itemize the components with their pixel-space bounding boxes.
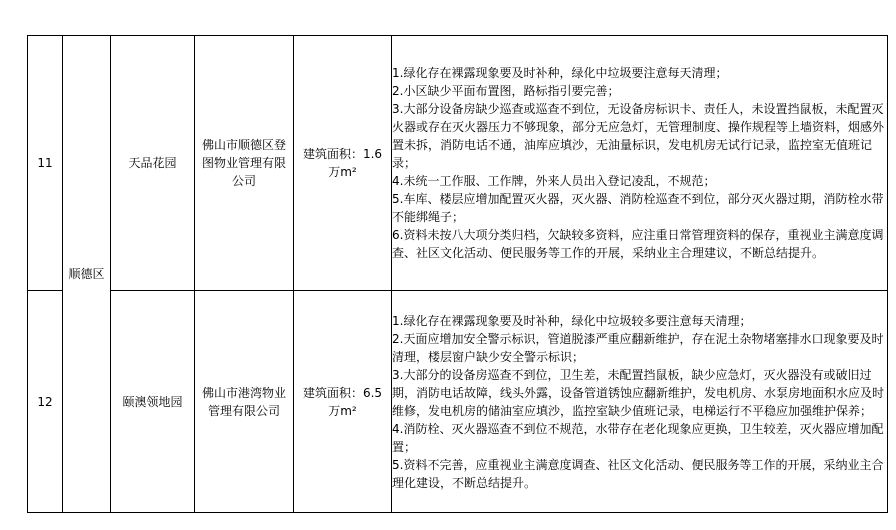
inspection-table [27, 35, 888, 513]
building-area [294, 36, 392, 291]
building-area-text: 建筑面积：1.6万m² [302, 147, 383, 179]
issue-item: 3.大部分设备房缺少巡查或巡查不到位，无设备房标识卡、责任人，未设置挡鼠板，未配置灭火器或存在灭火器压力不够现象，部分无应急灯，无管理制度、操作规程等上墙资料，烟感外置未拆，消防电话不通，油库应填沙，无油量标识，发电机房无试行记录，监控室无值班记录； [392, 102, 885, 170]
issue-item: 1.绿化存在裸露现象要及时补种，绿化中垃圾较多要注意每天清理； [392, 313, 752, 328]
issue-item: 5.车库、楼层应增加配置灭火器，灭火器、消防栓巡查不到位，部分灭火器过期，消防栓水带不能绑绳子； [392, 192, 884, 224]
issue-item: 4.未统一工作服、工作牌，外来人员出入登记凌乱，不规范； [392, 174, 716, 188]
property-company [195, 291, 294, 513]
community-name [111, 36, 195, 291]
issue-item: 3.大部分的设备房巡查不到位，卫生差，未配置挡鼠板，缺少应急灯，灭火器没有或破旧过期，消防电话故障，线头外露，设备管道锈蚀应翻新维护，发电机房、水泵房地面积水应及时维修，发电机房的储油室应填沙，监控室缺少值班记录，电梯运行不平稳应加强维护保养； [392, 367, 885, 418]
property-company-text: 佛山市港湾物业管理有限公司 [201, 385, 286, 418]
issue-item: 1.绿化存在裸露现象要及时补种，绿化中垃圾要注意每天清理； [392, 66, 728, 80]
district-cell [63, 36, 111, 513]
table-row [28, 291, 888, 513]
issue-item: 2.小区缺少平面布置图，路标指引要完善； [392, 84, 620, 98]
issue-item: 2.天面应增加安全警示标识，管道脱漆严重应翻新维护，存在泥土杂物堵塞排水口现象要及时清理，楼层窗户缺少安全警示标识； [392, 331, 884, 364]
building-area [294, 291, 392, 513]
issue-item: 4.消防栓、灭火器巡查不到位不规范，水带存在老化现象应更换，卫生较差，灭火器应增加配置； [392, 421, 884, 454]
district-label: 顺德区 [68, 267, 105, 281]
table-row [28, 36, 888, 291]
row-number: 11 [28, 36, 63, 291]
property-company [195, 36, 294, 291]
issues-list [392, 291, 888, 513]
issue-item: 6.资料未按八大项分类归档，欠缺较多资料，应注重日常管理资料的保存，重视业主满意度调查、社区文化活动、便民服务等工作的开展，采纳业主合理建议，不断总结提升。 [392, 228, 884, 260]
community-name-text: 天品花园 [128, 156, 177, 170]
property-company-text: 佛山市顺德区登图物业管理有限公司 [201, 138, 286, 188]
issue-item: 5.资料不完善，应重视业主满意度调查、社区文化活动、便民服务等工作的开展，采纳业主合理化建设，不断总结提升。 [392, 457, 884, 490]
row-number: 12 [28, 291, 63, 513]
issues-list [392, 36, 888, 291]
building-area-text: 建筑面积：6.5万m² [302, 385, 383, 418]
community-name [111, 291, 195, 513]
community-name-text: 颐澳领地园 [122, 394, 183, 409]
